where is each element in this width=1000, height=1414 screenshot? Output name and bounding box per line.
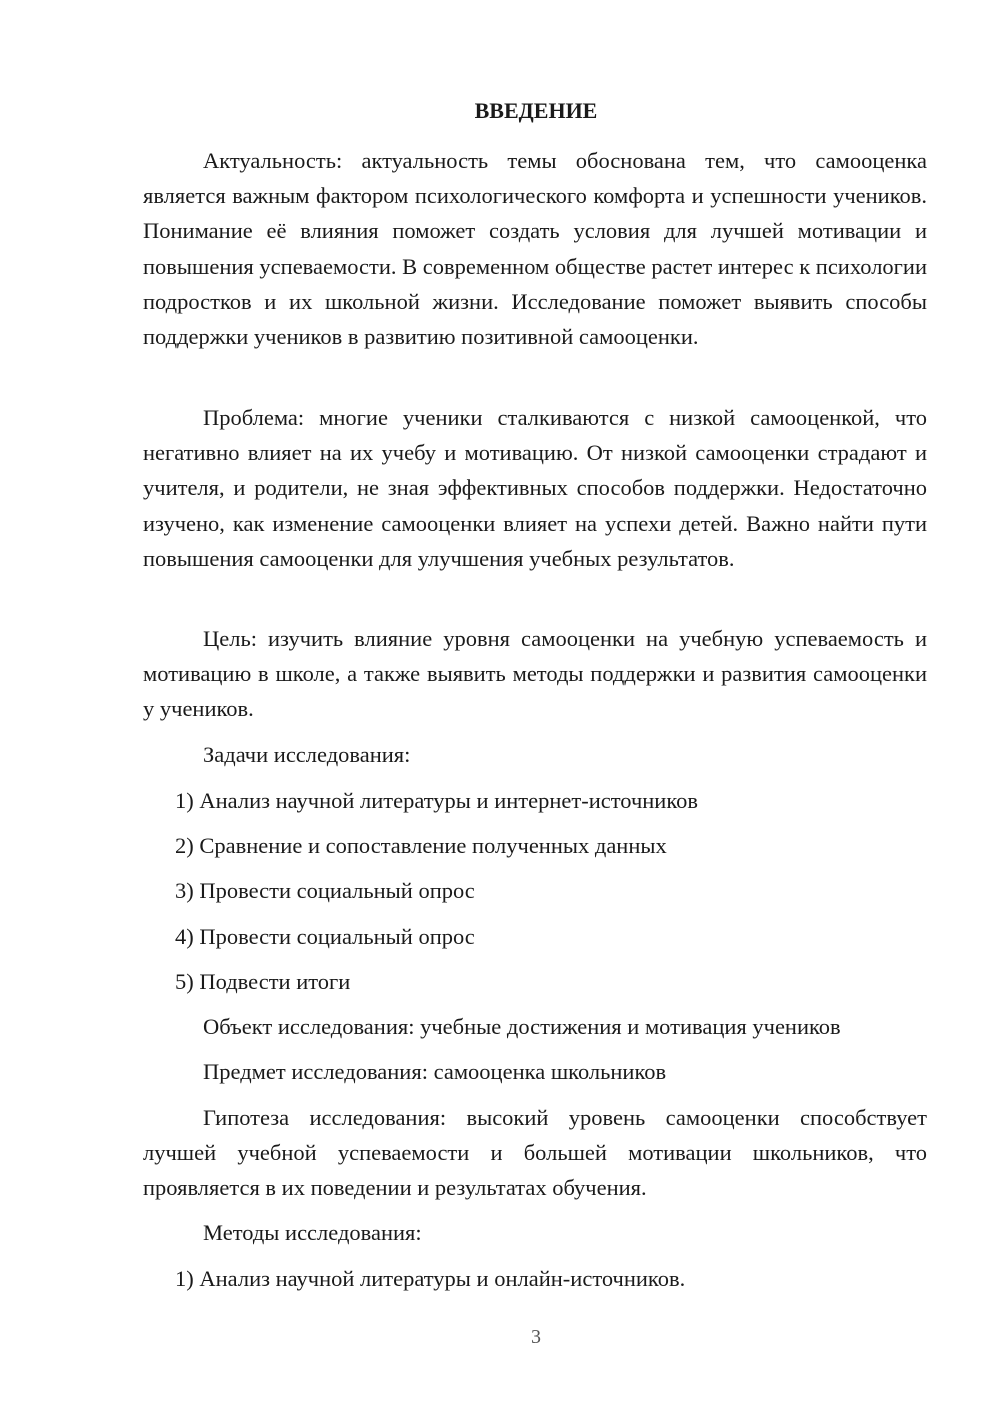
task-item-3: 3) Провести социальный опрос [175, 878, 475, 903]
problem-paragraph: Проблема: многие ученики сталкиваются с низкой самооценкой, что негативно влияет на их учебу и мотивацию. От низкой самооценки страдают и учителя, и родители, не зная эффективных способов поддержки. Недостаточно изучено, как изменение самооценки влияет на успехи детей. Важно найти пути повышения самооценки для улучшения учебных результатов. [143, 405, 927, 571]
hypothesis-paragraph: Гипотеза исследования: высокий уровень самооценки способствует лучшей учебной успеваемости и большей мотивации школьников, что проявляется в их поведении и результатах обучения. [143, 1105, 927, 1201]
methods-heading: Методы исследования: [203, 1220, 422, 1245]
tasks-heading: Задачи исследования: [203, 742, 411, 767]
method-item-1: 1) Анализ научной литературы и онлайн-источников. [175, 1266, 686, 1291]
research-subject: Предмет исследования: самооценка школьников [203, 1059, 667, 1084]
research-object: Объект исследования: учебные достижения и мотивация учеников [203, 1014, 841, 1039]
task-item-5: 5) Подвести итоги [175, 969, 351, 994]
relevance-paragraph: Актуальность: актуальность темы обоснована тем, что самооценка является важным фактором психологического комфорта и успешности учеников. Понимание её влияния поможет создать условия для лучшей мотивации и повышения успеваемости. В современном обществе растет интерес к психологии подростков и их школьной жизни. Исследование поможет выявить способы поддержки учеников в развитию позитивной самооценки. [143, 148, 927, 350]
task-item-2: 2) Сравнение и сопоставление полученных данных [175, 833, 667, 858]
task-item-1: 1) Анализ научной литературы и интернет-источников [175, 788, 699, 813]
task-item-4: 4) Провести социальный опрос [175, 924, 475, 949]
goal-paragraph: Цель: изучить влияние уровня самооценки на учебную успеваемость и мотивацию в школе, а также выявить методы поддержки и развития самооценки у учеников. [143, 626, 927, 722]
page-title: ВВЕДЕНИЕ [474, 98, 598, 123]
page-number: 3 [531, 1326, 541, 1348]
